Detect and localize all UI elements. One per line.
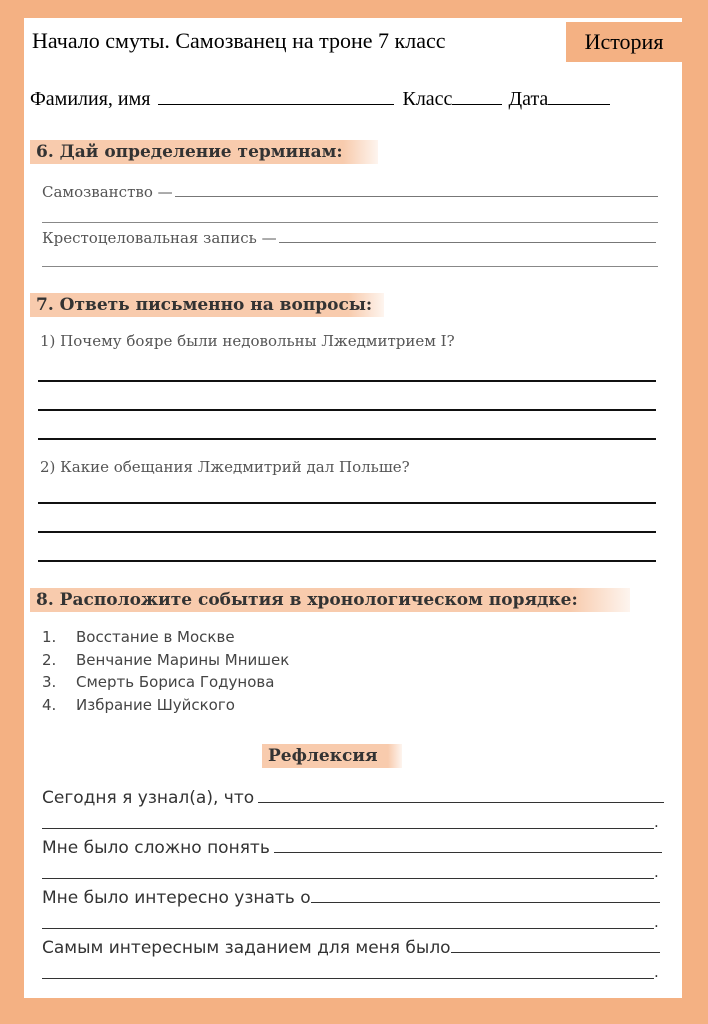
line-end-mark: . — [654, 963, 659, 981]
question-2: 2) Какие обещания Лжедмитрий дал Польше? — [40, 458, 410, 476]
prompt-answer-line[interactable] — [258, 786, 664, 803]
answer-line[interactable] — [42, 878, 654, 879]
line-end-mark: . — [654, 813, 659, 831]
list-item-text: Смерть Бориса Годунова — [76, 673, 275, 692]
term-label: Крестоцеловальная запись — — [42, 229, 277, 247]
answer-line[interactable] — [38, 409, 656, 411]
name-field[interactable] — [158, 86, 394, 105]
list-item — [42, 694, 289, 717]
term-label: Самозванство — — [42, 183, 173, 201]
name-label: Фамилия, имя — [30, 88, 151, 110]
list-item — [42, 649, 289, 672]
subject-badge: История — [566, 22, 682, 62]
answer-line[interactable] — [42, 222, 658, 223]
list-item-number: 4. — [42, 695, 57, 714]
term-answer-line[interactable] — [175, 182, 658, 197]
events-list — [42, 626, 289, 716]
list-item-text: Избрание Шуйского — [76, 695, 235, 714]
reflection-heading: Рефлексия — [262, 744, 402, 768]
answer-line[interactable] — [38, 502, 656, 504]
answer-line[interactable] — [38, 560, 656, 562]
line-end-mark: . — [654, 863, 659, 881]
reflection-prompt-learned — [42, 786, 664, 808]
class-field[interactable] — [452, 86, 502, 105]
prompt-label: Мне было интересно узнать о — [42, 888, 311, 908]
answer-line[interactable] — [38, 438, 656, 440]
prompt-label: Самым интересным заданием для меня было — [42, 938, 451, 958]
list-item-text: Восстание в Москве — [76, 628, 235, 647]
list-item — [42, 671, 289, 694]
list-item-number: 1. — [42, 628, 57, 647]
answer-line[interactable] — [38, 531, 656, 533]
answer-line[interactable] — [42, 828, 654, 829]
date-field[interactable] — [548, 86, 610, 105]
list-item-number: 3. — [42, 673, 57, 692]
line-end-mark: . — [654, 913, 659, 931]
section-8-heading: 8. Расположите события в хронологическом порядке: — [30, 588, 630, 612]
term-self-proclamation — [42, 182, 658, 201]
reflection-prompt-interesting — [42, 886, 660, 908]
reflection-prompt-difficult — [42, 836, 662, 858]
answer-line[interactable] — [42, 928, 654, 929]
student-info-line — [30, 86, 680, 111]
class-label: Класс — [402, 88, 453, 110]
prompt-answer-line[interactable] — [274, 836, 662, 853]
section-6-heading: 6. Дай определение терминам: — [30, 140, 378, 164]
list-item-number: 2. — [42, 650, 57, 669]
list-item — [42, 626, 289, 649]
term-oath-record — [42, 228, 656, 247]
reflection-prompt-best-task — [42, 936, 660, 958]
answer-line[interactable] — [42, 266, 658, 267]
term-answer-line[interactable] — [279, 228, 656, 243]
answer-line[interactable] — [38, 380, 656, 382]
section-7-heading: 7. Ответь письменно на вопросы: — [30, 293, 384, 317]
prompt-answer-line[interactable] — [451, 936, 660, 953]
worksheet-title: Начало смуты. Самозванец на троне 7 класс — [32, 28, 446, 53]
answer-line[interactable] — [42, 978, 654, 979]
list-item-text: Венчание Марины Мнишек — [76, 650, 290, 669]
date-label: Дата — [508, 88, 549, 110]
prompt-label: Сегодня я узнал(а), что — [42, 788, 255, 808]
prompt-label: Мне было сложно понять — [42, 838, 270, 858]
prompt-answer-line[interactable] — [311, 886, 660, 903]
question-1: 1) Почему бояре были недовольны Лжедмитрием I? — [40, 332, 455, 350]
